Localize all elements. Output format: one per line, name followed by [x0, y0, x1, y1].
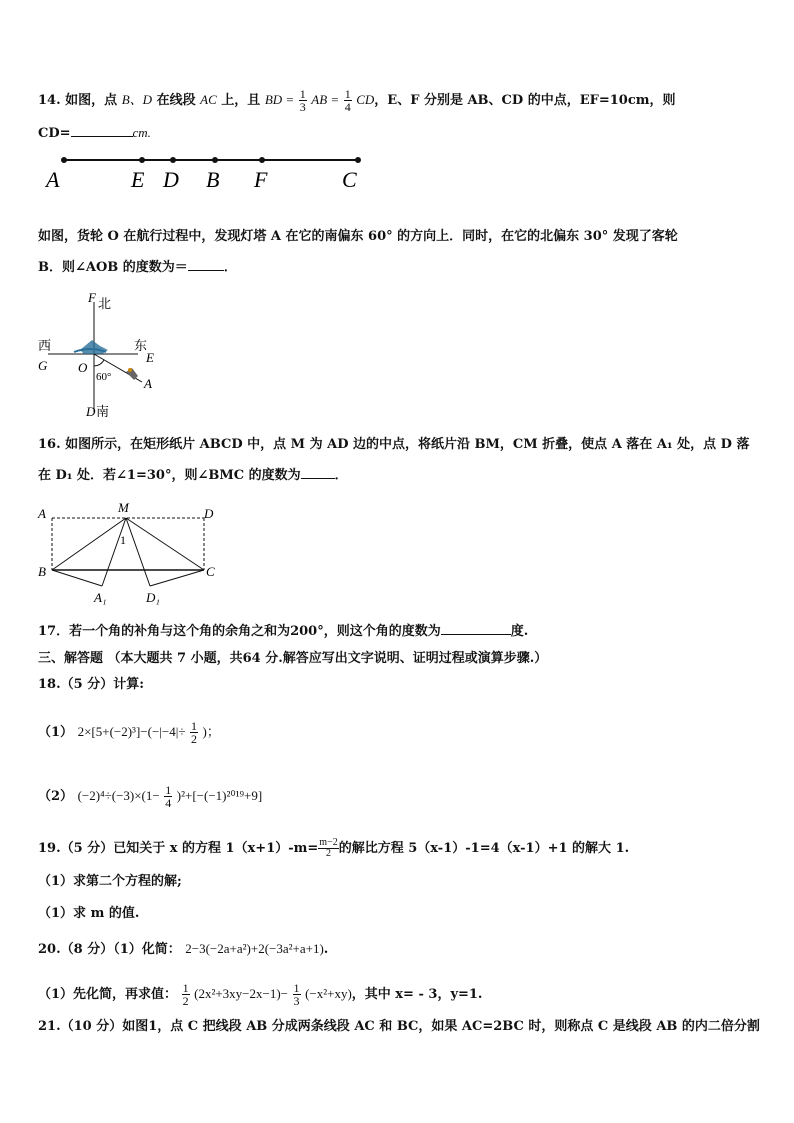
svg-text:西: 西 — [38, 338, 52, 353]
svg-text:1: 1 — [120, 533, 126, 547]
svg-text:A₁: A₁ — [94, 590, 107, 605]
point-label: B — [206, 167, 220, 192]
segment-diagram — [40, 150, 370, 192]
svg-text:E: E — [146, 350, 154, 365]
point-label: F — [254, 167, 268, 192]
svg-text:G: G — [38, 358, 48, 373]
svg-text:D: D — [204, 506, 214, 521]
svg-text:D: D — [86, 404, 96, 419]
q18-part2: （2） (−2)⁴÷(−3)×(1− $\frac{1}{4}$ )²+[−(−1)²⁰¹⁹+9] — [38, 783, 263, 810]
point-label: C — [342, 167, 357, 192]
q21-line1: 21.（10 分）如图1，点 C 把线段 AB 分成两条线段 AC 和 BC，如果 AC=2BC 时，则称点 C 是线段 AB 的内二倍分割 — [38, 1019, 760, 1034]
q17-line: 17．若一个角的补角与这个角的余角之和为200°，则这个角的度数为 度. — [38, 624, 529, 639]
q16-line2: 在 D₁ 处．若∠1=30°，则∠BMC 的度数为 ． — [38, 468, 348, 483]
svg-text:O: O — [78, 360, 88, 375]
svg-text:A: A — [38, 506, 46, 521]
q15-line1: 如图，货轮 O 在航行过程中，发现灯塔 A 在它的南偏东 60° 的方向上．同时，在它的北偏东 30° 发现了客轮 — [38, 229, 678, 244]
q18-part1: （1） 2×[5+(−2)³]−(−|−4|÷ $\frac{1}{2}$ )； — [38, 719, 220, 746]
point-label: E — [131, 167, 145, 192]
svg-text:F: F — [88, 290, 96, 305]
point-label: D — [163, 167, 179, 192]
answer-blank[interactable] — [441, 634, 511, 635]
svg-text:M: M — [118, 500, 129, 515]
svg-text:北: 北 — [98, 296, 112, 311]
q18-title: 18.（5 分）计算: — [38, 677, 144, 692]
svg-text:B: B — [38, 564, 46, 579]
q19-line1: 19.（5 分）已知关于 x 的方程 1（x+1）-m= $\frac{m-2}{2}$ 的解比方程 5（x-1）-1=4（x-1）+1 的解大 1. — [38, 837, 630, 859]
q16-line1: 16. 如图所示，在矩形纸片 ABCD 中，点 M 为 AD 边的中点，将纸片沿 BM，CM 折叠，使点 A 落在 A₁ 处，点 D 落 — [38, 437, 750, 452]
q20-line2: （1）先化简，再求值： $\frac{1}{2}$ (2x²+3xy−2x−1)− $\frac{1}{3}$ (−x²+xy)，其中 x= - 3，y=1. — [38, 981, 483, 1008]
point-label: A — [46, 167, 60, 192]
svg-text:南: 南 — [96, 404, 110, 419]
fraction-one-third: $\frac{1}{3}$ — [299, 87, 306, 114]
section-heading: 三、解答题 （本大题共 7 小题，共64 分.解答应写出文字说明、证明过程或演算步骤.） — [38, 651, 548, 666]
q15-line2: B．则∠AOB 的度数为＝ ． — [38, 260, 237, 275]
svg-text:A: A — [144, 376, 152, 391]
answer-blank[interactable] — [71, 136, 133, 137]
fraction-one-quarter: $\frac{1}{4}$ — [344, 87, 351, 114]
q14-line2: CD= cm. — [38, 125, 151, 141]
q19-sub1: （1）求第二个方程的解; — [38, 874, 182, 889]
svg-text:D₁: D₁ — [146, 590, 160, 605]
svg-text:60°: 60° — [96, 371, 112, 383]
answer-blank[interactable] — [301, 478, 335, 479]
answer-blank[interactable] — [188, 270, 224, 271]
fold-diagram — [34, 498, 224, 610]
q20-line1: 20.（8 分）（1）化简： 2−3(−2a+a²)+2(−3a²+a+1). — [38, 941, 329, 957]
compass-diagram — [34, 288, 174, 422]
q19-sub2: （1）求 m 的值. — [38, 906, 140, 921]
q14-line1: 14. 如图，点 B、D 在线段 AC 上，且 BD = $\frac{1}{3}$ AB = $\frac{1}{4}$ CD，E、F 分别是 AB、CD 的中点，EF=10cm，则 — [38, 87, 676, 114]
svg-text:C: C — [206, 564, 215, 579]
svg-text:东: 东 — [134, 338, 148, 353]
